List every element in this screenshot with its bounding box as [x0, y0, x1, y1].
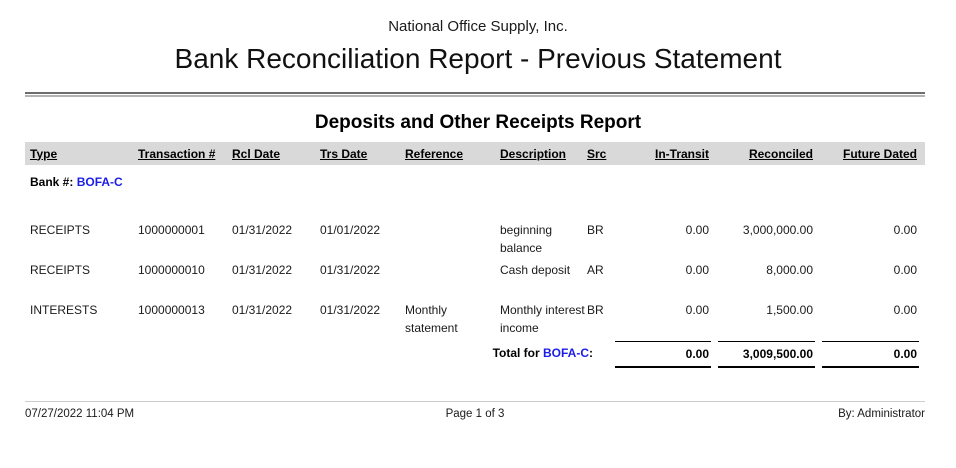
col-header-trs-date: Trs Date	[320, 146, 368, 161]
total-label-suffix: :	[589, 346, 593, 360]
cell-future-dated: 0.00	[893, 263, 917, 277]
bank-number-row	[30, 173, 925, 191]
col-header-transaction: Transaction #	[138, 146, 216, 161]
bank-number-label: Bank #:	[30, 175, 74, 189]
cell-description: Monthly interest income	[500, 303, 585, 335]
col-header-src: Src	[587, 146, 607, 161]
col-header-description: Description	[500, 146, 567, 161]
cell-trs-date: 01/31/2022	[320, 303, 381, 317]
cell-rcl-date: 01/31/2022	[232, 223, 293, 237]
table-row	[25, 221, 925, 261]
col-header-in-transit: In-Transit	[654, 146, 709, 161]
report-footer	[25, 408, 925, 420]
cell-reconciled: 8,000.00	[766, 263, 813, 277]
table-header-row	[25, 142, 925, 165]
cell-transaction: 1000000010	[138, 263, 205, 277]
report-title: Bank Reconciliation Report - Previous Statement	[174, 43, 782, 74]
cell-reference: Monthly statement	[405, 303, 458, 335]
total-in-transit: 0.00	[615, 341, 711, 368]
footer-divider	[25, 401, 925, 402]
footer-user: By: Administrator	[838, 408, 925, 420]
bank-code-link[interactable]: BOFA-C	[76, 175, 123, 189]
cell-in-transit: 0.00	[685, 223, 709, 237]
cell-type: RECEIPTS	[30, 263, 91, 277]
total-future-dated: 0.00	[822, 341, 919, 368]
total-label	[25, 341, 615, 368]
cell-future-dated: 0.00	[893, 223, 917, 237]
col-header-reconciled: Reconciled	[748, 146, 813, 161]
total-reconciled: 3,009,500.00	[718, 341, 815, 368]
cell-src: BR	[587, 223, 604, 237]
cell-transaction: 1000000013	[138, 303, 205, 317]
cell-reconciled: 3,000,000.00	[742, 223, 813, 237]
cell-src: BR	[587, 303, 604, 317]
cell-future-dated: 0.00	[893, 303, 917, 317]
cell-in-transit: 0.00	[685, 303, 709, 317]
cell-trs-date: 01/01/2022	[320, 223, 381, 237]
cell-src: AR	[587, 263, 604, 277]
cell-transaction: 1000000001	[138, 223, 205, 237]
title-divider	[25, 92, 925, 97]
cell-rcl-date: 01/31/2022	[232, 263, 293, 277]
footer-datetime: 07/27/2022 11:04 PM	[25, 408, 135, 420]
total-label-prefix: Total for	[492, 346, 543, 360]
cell-rcl-date: 01/31/2022	[232, 303, 293, 317]
cell-trs-date: 01/31/2022	[320, 263, 381, 277]
total-bank-code-link[interactable]: BOFA-C	[543, 346, 589, 360]
cell-in-transit: 0.00	[685, 263, 709, 277]
cell-description: Cash deposit	[500, 263, 571, 277]
company-name: National Office Supply, Inc.	[388, 18, 568, 35]
table-row	[25, 261, 925, 301]
total-row	[25, 341, 925, 368]
col-header-type: Type	[30, 146, 58, 161]
col-header-future-dated: Future Dated	[842, 146, 917, 161]
cell-reconciled: 1,500.00	[766, 303, 813, 317]
table-row	[25, 301, 925, 341]
col-header-rcl-date: Rcl Date	[232, 146, 281, 161]
cell-type: RECEIPTS	[30, 223, 91, 237]
cell-type: INTERESTS	[30, 303, 98, 317]
cell-description: beginning balance	[500, 223, 553, 255]
footer-page-number: Page 1 of 3	[445, 408, 505, 420]
section-title: Deposits and Other Receipts Report	[314, 112, 642, 133]
col-header-reference: Reference	[405, 146, 464, 161]
